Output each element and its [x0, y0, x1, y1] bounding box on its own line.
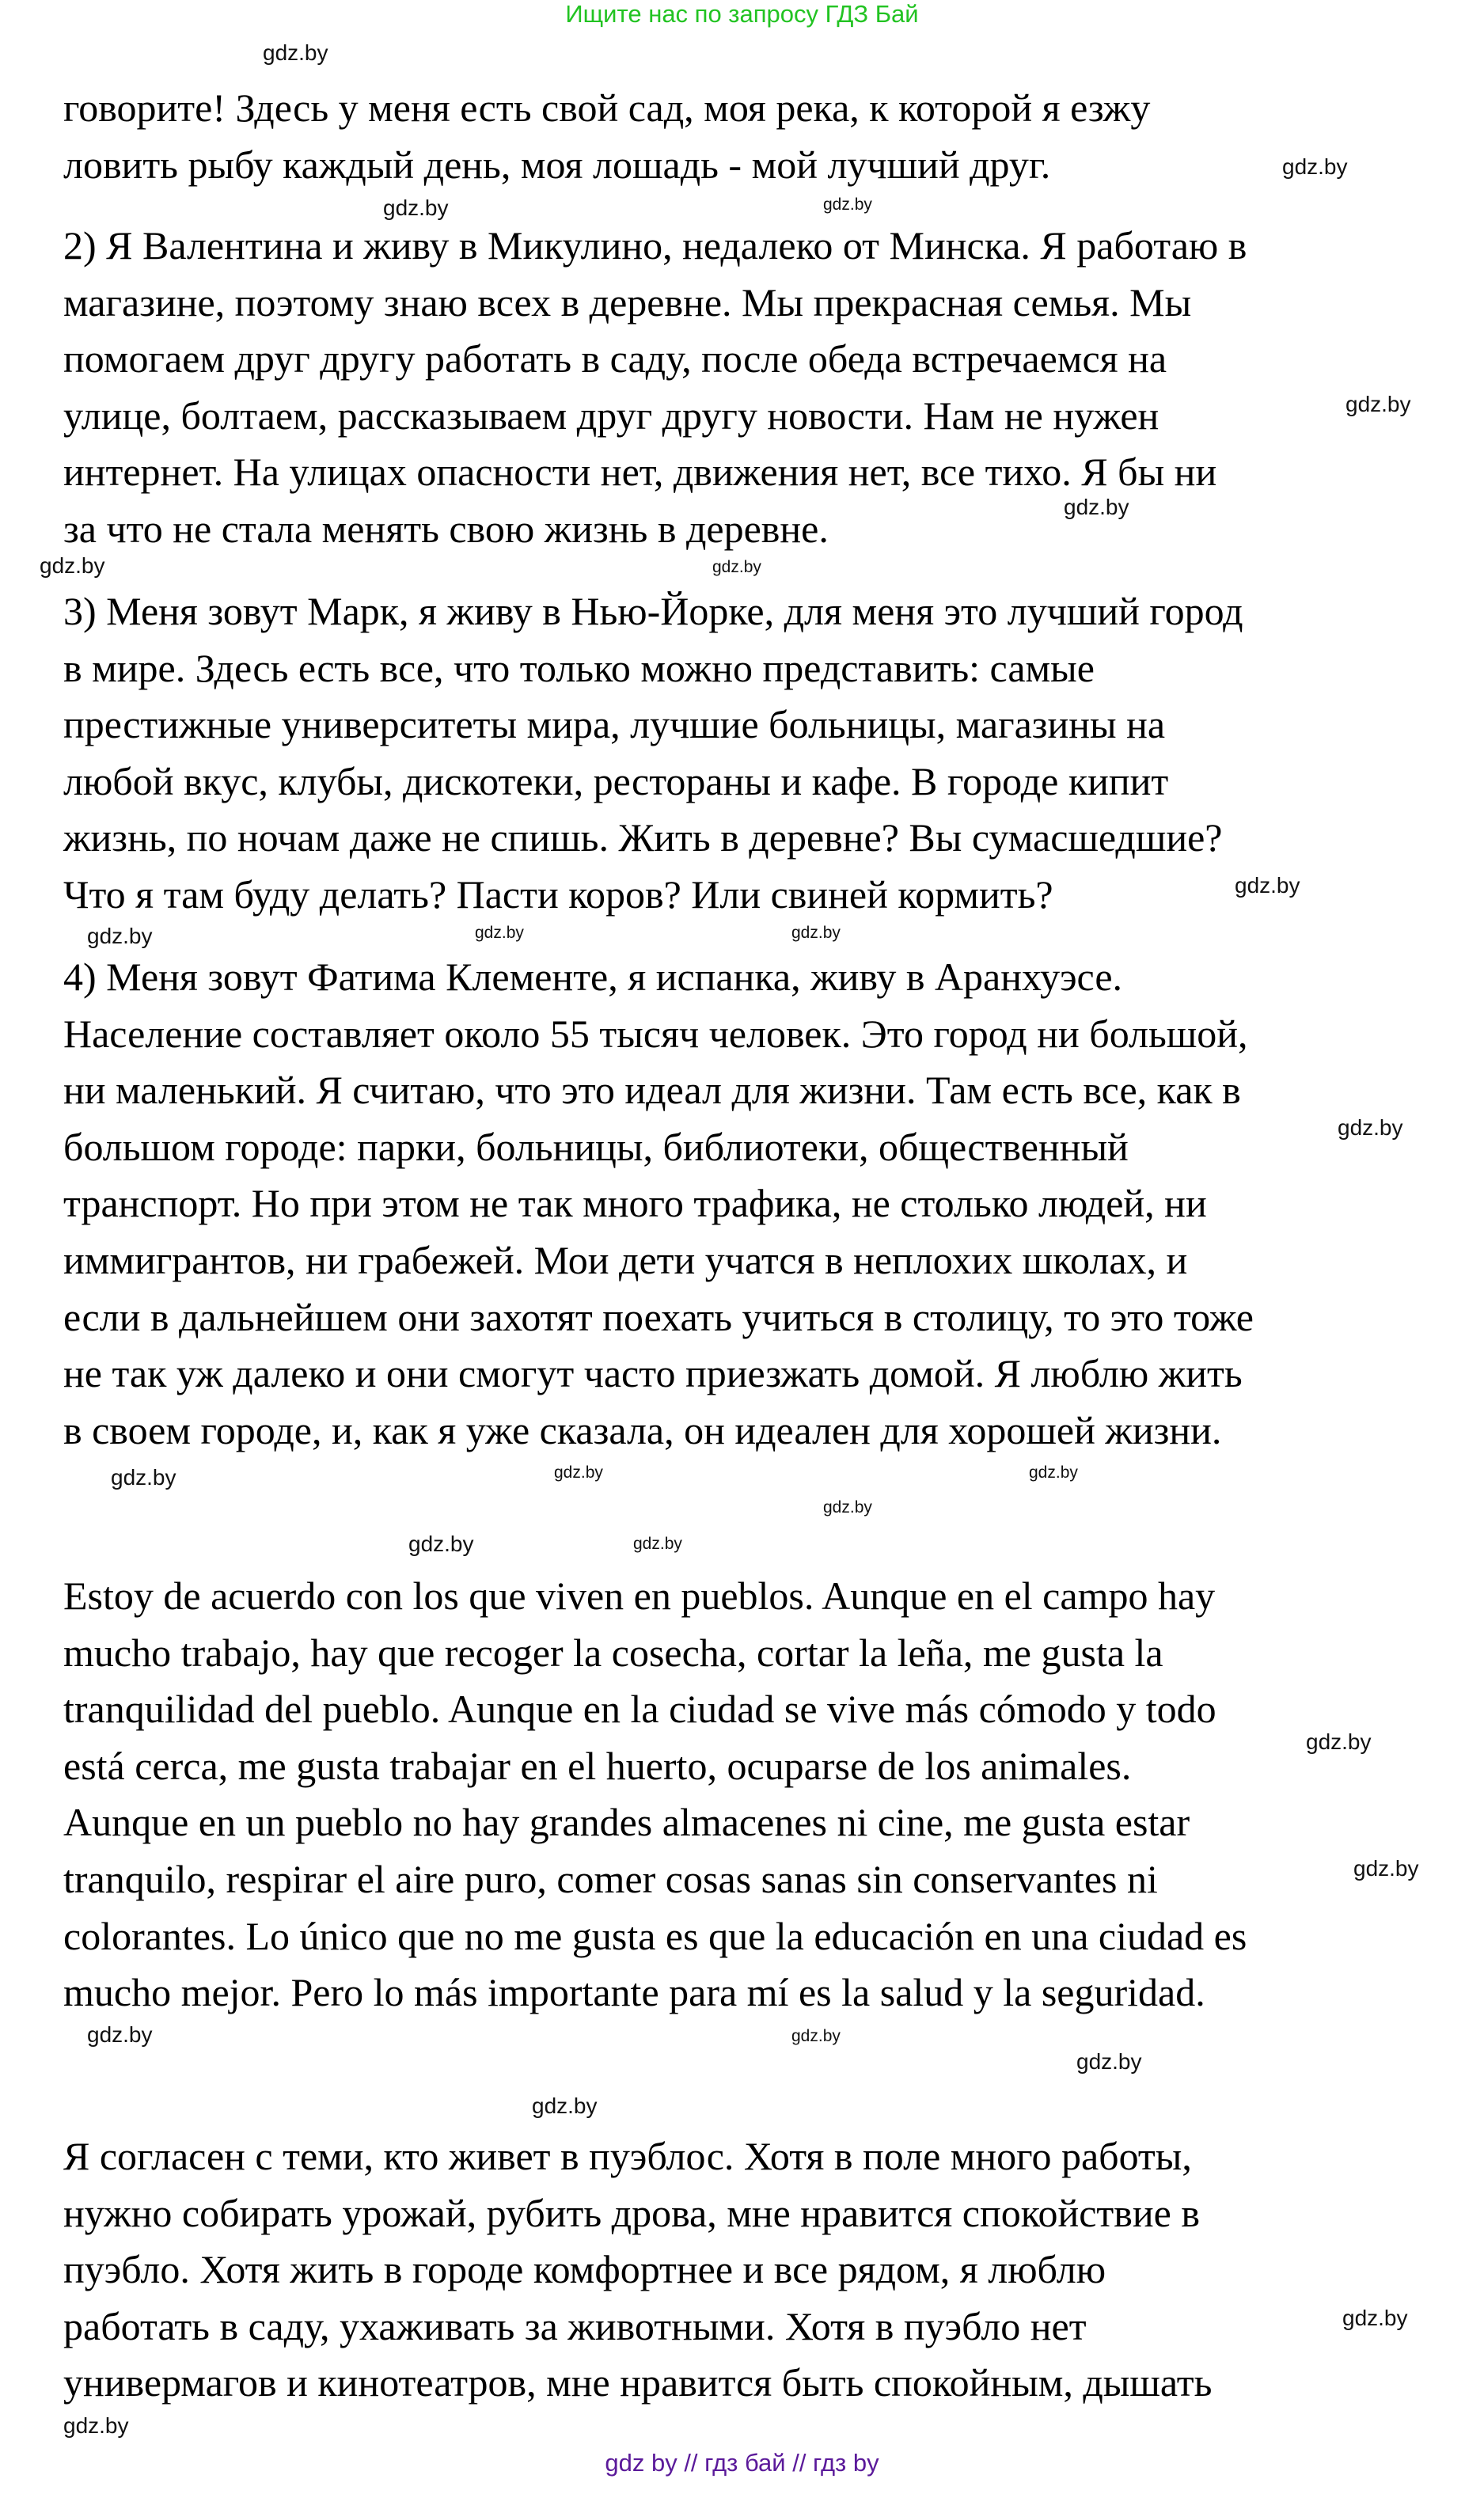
search-banner: Ищите нас по запросу ГДЗ Бай	[565, 0, 919, 28]
text-line: иммигрантов, ни грабежей. Мои дети учатся в неплохих школах, и	[63, 1238, 1188, 1282]
text-line: 4) Меня зовут Фатима Клементе, я испанка, живу в Аранхуэсе.	[63, 955, 1123, 999]
text-line: если в дальнейшем они захотят поехать учиться в столицу, то это тоже	[63, 1294, 1254, 1339]
watermark-text: gdz.by	[712, 558, 761, 576]
text-line: mucho mejor. Pero lo más importante para mí es la salud y la seguridad.	[63, 1970, 1205, 2015]
watermark-text: gdz.by	[408, 1532, 474, 1556]
watermark-text: gdz.by	[111, 1465, 176, 1490]
watermark-text: gdz.by	[1306, 1729, 1372, 1754]
watermark-text: gdz.by	[554, 1463, 603, 1482]
text-line: пуэбло. Хотя жить в городе комфортнее и все рядом, я люблю	[63, 2247, 1106, 2292]
watermark-text: gdz.by	[1282, 154, 1348, 179]
text-line: Что я там буду делать? Пасти коров? Или свиней кормить?	[63, 872, 1053, 917]
text-line: любой вкус, клубы, дискотеки, рестораны и кафе. В городе кипит	[63, 758, 1169, 803]
text-line: Я согласен с теми, кто живет в пуэблос. Хотя в поле много работы,	[63, 2134, 1192, 2178]
text-line: помогаем друг другу работать в саду, после обеда встречаемся на	[63, 336, 1167, 382]
text-line: большом городе: парки, больницы, библиотеки, общественный	[63, 1124, 1129, 1169]
text-line: mucho trabajo, hay que recoger la cosecha, cortar la leña, me gusta la	[63, 1630, 1163, 1675]
watermark-text: gdz.by	[1076, 2049, 1142, 2074]
watermark-text: gdz.by	[1342, 2306, 1408, 2330]
text-line: 2) Я Валентина и живу в Микулино, недалеко от Минска. Я работаю в	[63, 223, 1247, 268]
text-line: улице, болтаем, рассказываем друг другу новости. Нам не нужен	[63, 393, 1159, 438]
watermark-text: gdz.by	[1235, 873, 1300, 898]
watermark-text: gdz.by	[87, 2022, 153, 2047]
text-line: tranquilidad del pueblo. Aunque en la ciudad se vive más cómodo y todo	[63, 1687, 1216, 1732]
watermark-text: gdz.by	[87, 924, 153, 948]
text-line: в мире. Здесь есть все, что только можно представить: самые	[63, 645, 1095, 690]
footer-banner: gdz by // гдз бай // гдз by	[605, 2449, 879, 2477]
watermark-text: gdz.by	[263, 40, 328, 65]
watermark-text: gdz.by	[475, 924, 524, 942]
text-line: tranquilo, respirar el aire puro, comer cosas sanas sin conservantes ni	[63, 1857, 1158, 1901]
text-line: нужно собирать урожай, рубить дрова, мне нравится спокойствие в	[63, 2190, 1200, 2235]
text-line: Aunque en un pueblo no hay grandes almacenes ni cine, me gusta estar	[63, 1800, 1190, 1845]
text-line: жизнь, по ночам даже не спишь. Жить в деревне? Вы сумасшедшие?	[63, 815, 1223, 860]
text-line: работать в саду, ухаживать за животными. Хотя в пуэбло нет	[63, 2303, 1087, 2348]
watermark-text: gdz.by	[40, 553, 105, 578]
watermark-text: gdz.by	[532, 2094, 598, 2118]
text-line: 3) Меня зовут Марк, я живу в Нью-Йорке, для меня это лучший город	[63, 589, 1243, 633]
text-line: транспорт. Но при этом не так много трафика, не столько людей, ни	[63, 1181, 1207, 1226]
watermark-text: gdz.by	[1338, 1115, 1403, 1140]
text-line: не так уж далеко и они смогут часто приезжать домой. Я люблю жить	[63, 1351, 1243, 1396]
watermark-text: gdz.by	[63, 2413, 129, 2438]
text-line: универмагов и кинотеатров, мне нравится быть спокойным, дышать	[63, 2360, 1213, 2405]
watermark-text: gdz.by	[383, 195, 449, 220]
watermark-text: gdz.by	[1345, 392, 1411, 416]
watermark-text: gdz.by	[791, 2027, 841, 2045]
watermark-text: gdz.by	[633, 1535, 682, 1553]
text-line: в своем городе, и, как я уже сказала, он идеален для хорошей жизни.	[63, 1407, 1222, 1452]
watermark-text: gdz.by	[791, 924, 841, 942]
text-line: colorantes. Lo único que no me gusta es que la educación en una ciudad es	[63, 1913, 1247, 1958]
text-line: Население составляет около 55 тысяч человек. Это город ни большой,	[63, 1011, 1248, 1056]
text-line: престижные университеты мира, лучшие больницы, магазины на	[63, 702, 1166, 747]
text-line: ловить рыбу каждый день, моя лошадь - мой лучший друг.	[63, 142, 1051, 187]
text-line: ни маленький. Я считаю, что это идеал для жизни. Там есть все, как в	[63, 1068, 1241, 1113]
text-line: Estoy de acuerdo con los que viven en pueblos. Aunque en el campo hay	[63, 1573, 1216, 1618]
text-line: está cerca, me gusta trabajar en el huerto, ocuparse de los animales.	[63, 1743, 1132, 1788]
watermark-text: gdz.by	[823, 195, 872, 214]
watermark-text: gdz.by	[1029, 1463, 1078, 1482]
watermark-text: gdz.by	[1064, 495, 1129, 519]
text-line: магазине, поэтому знаю всех в деревне. Мы прекрасная семья. Мы	[63, 279, 1192, 325]
watermark-text: gdz.by	[823, 1498, 872, 1517]
text-line: говорите! Здесь у меня есть свой сад, моя река, к которой я езжу	[63, 85, 1151, 130]
text-line: за что не стала менять свою жизнь в деревне.	[63, 507, 829, 551]
watermark-text: gdz.by	[1353, 1856, 1419, 1881]
text-line: интернет. На улицах опасности нет, движения нет, все тихо. Я бы ни	[63, 450, 1217, 495]
